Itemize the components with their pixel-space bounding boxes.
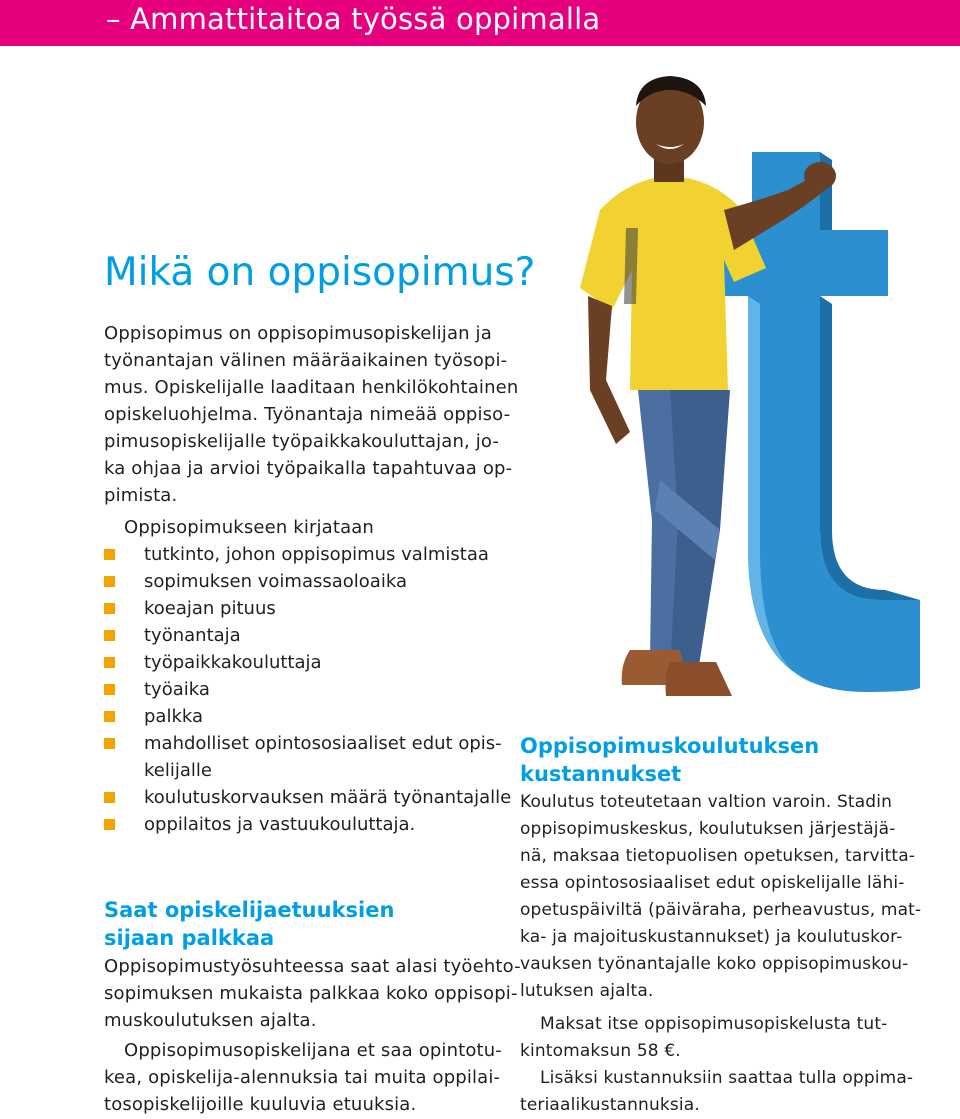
list-item-text: tutkinto, johon oppisopimus valmistaa — [144, 544, 489, 565]
list-item-text: koeajan pituus — [144, 598, 276, 619]
costs-paragraph-3 — [520, 1065, 914, 1119]
bullet-square-icon — [104, 657, 115, 668]
intro-paragraph — [104, 320, 518, 509]
salary-heading — [104, 896, 394, 952]
salary-line: kea, opiskelija-alennuksia tai muita oppilai- — [104, 1067, 501, 1088]
list-item-text: työaika — [144, 679, 210, 700]
salary-line: tosopiskelijoille kuuluvia etuuksia. — [104, 1094, 417, 1115]
intro-line: Oppisopimus on oppisopimusopiskelijan ja — [104, 323, 492, 344]
bullet-square-icon — [104, 684, 115, 695]
list-intro: Oppisopimukseen kirjataan — [124, 517, 374, 538]
costs-heading-line: kustannukset — [520, 762, 682, 786]
costs-line: nä, maksaa tietopuolisen opetuksen, tarvitta- — [520, 846, 916, 866]
intro-line: mus. Opiskelijalle laaditaan henkilökohtainen — [104, 377, 519, 398]
bullet-square-icon — [104, 819, 115, 830]
student-photo-illustration — [520, 60, 960, 750]
bullet-square-icon — [104, 711, 115, 722]
salary-paragraph-2 — [104, 1037, 502, 1118]
costs-line: lutuksen ajalta. — [520, 981, 654, 1001]
intro-line: työnantajan välinen määräaikainen työsopi- — [104, 350, 508, 371]
list-item-text: koulutuskorvauksen määrä työnantajalle — [144, 787, 512, 808]
list-item-text: sopimuksen voimassaoloaika — [144, 571, 407, 592]
intro-line: opiskeluohjelma. Työnantaja nimeää oppiso- — [104, 404, 511, 425]
costs-heading — [520, 732, 819, 788]
page-title: Mikä on oppisopimus? — [104, 250, 536, 295]
list-item-text: työpaikkakouluttaja — [144, 652, 322, 673]
intro-line: pimusopiskelijalle työpaikkakouluttajan, jo- — [104, 431, 500, 452]
salary-paragraph-1 — [104, 953, 521, 1034]
salary-line: Oppisopimusopiskelijana et saa opintotu- — [124, 1040, 502, 1061]
costs-line: Maksat itse oppisopimusopiskelusta tut- — [540, 1014, 888, 1034]
costs-line: vauksen työnantajalle koko oppisopimuskou- — [520, 954, 909, 974]
list-item-text: mahdolliset opintososiaaliset edut opis- — [144, 733, 502, 754]
bullet-square-icon — [104, 738, 115, 749]
list-item-text: kelijalle — [144, 760, 212, 781]
costs-line: Koulutus toteutetaan valtion varoin. Stadin — [520, 792, 893, 812]
costs-line: kintomaksun 58 €. — [520, 1041, 681, 1061]
list-item-text: palkka — [144, 706, 204, 727]
bullet-square-icon — [104, 576, 115, 587]
costs-paragraph-2 — [520, 1011, 888, 1065]
costs-line: essa opintososiaaliset edut opiskelijalle lähi- — [520, 873, 905, 893]
costs-line: ka- ja majoituskustannukset) ja koulutuskor- — [520, 927, 903, 947]
header-banner — [0, 0, 960, 46]
costs-line: Lisäksi kustannuksiin saattaa tulla oppima- — [540, 1068, 914, 1088]
salary-heading-line: Saat opiskelijaetuuksien — [104, 898, 395, 922]
costs-paragraph-1 — [520, 789, 921, 1005]
bullet-square-icon — [104, 630, 115, 641]
list-item-text: oppilaitos ja vastuukouluttaja. — [144, 814, 416, 835]
banner-title: – Ammattitaitoa työssä oppimalla — [106, 2, 601, 36]
salary-line: muskoulutuksen ajalta. — [104, 1010, 317, 1031]
intro-line: pimista. — [104, 485, 178, 506]
bullet-square-icon — [104, 549, 115, 560]
costs-line: opetuspäiviltä (päiväraha, perheavustus, mat- — [520, 900, 922, 920]
costs-line: teriaalikustannuksia. — [520, 1095, 700, 1115]
costs-heading-line: Oppisopimuskoulutuksen — [520, 734, 820, 758]
salary-heading-line: sijaan palkkaa — [104, 926, 275, 950]
bullet-square-icon — [104, 603, 115, 614]
bullet-square-icon — [104, 792, 115, 803]
list-item-text: työnantaja — [144, 625, 241, 646]
salary-line: sopimuksen mukaista palkkaa koko oppisopi- — [104, 983, 518, 1004]
intro-line: ka ohjaa ja arvioi työpaikalla tapahtuvaa op- — [104, 458, 513, 479]
salary-line: Oppisopimustyösuhteessa saat alasi työehto- — [104, 956, 521, 977]
costs-line: oppisopimuskeskus, koulutuksen järjestäjä- — [520, 819, 896, 839]
